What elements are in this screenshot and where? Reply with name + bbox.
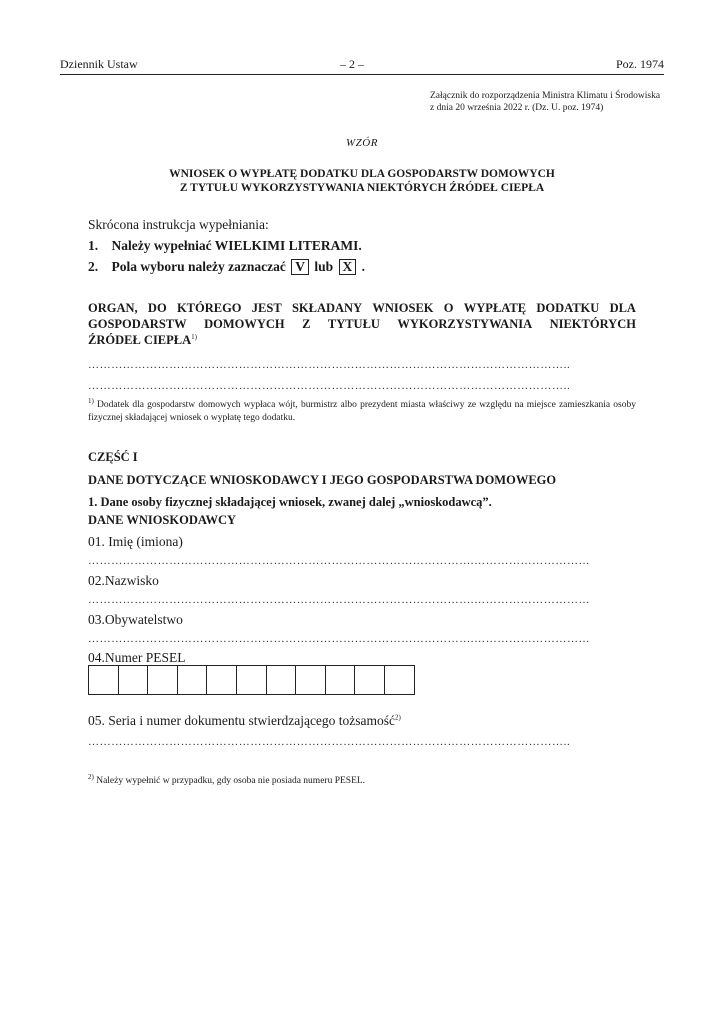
footnote-2-marker: 2) bbox=[88, 772, 94, 781]
organ-heading-line-3 bbox=[88, 332, 636, 348]
annex-line-2: z dnia 20 września 2022 r. (Dz. U. poz. 1974) bbox=[430, 103, 604, 113]
pesel-digit-cell[interactable] bbox=[119, 666, 149, 694]
pesel-digit-cell[interactable] bbox=[207, 666, 237, 694]
field-pesel-label: 04.Numer PESEL bbox=[88, 650, 186, 665]
footnote-ref-1: 1) bbox=[191, 332, 197, 341]
organ-heading-word: DLA bbox=[609, 301, 636, 315]
organ-heading-word: ORGAN, bbox=[88, 301, 138, 315]
organ-heading-word: SKŁADANY bbox=[291, 301, 363, 315]
organ-heading bbox=[88, 300, 636, 348]
template-label: WZÓR bbox=[346, 137, 378, 149]
section-1-heading: 1. Dane osoby fizycznej składającej wniosek, zwanej dalej „wnioskodawcą”. bbox=[88, 495, 492, 509]
journal-name: Dziennik Ustaw bbox=[60, 57, 138, 71]
pesel-digit-cell[interactable] bbox=[385, 666, 415, 694]
instruction-text-2: Pola wyboru należy zaznaczać bbox=[111, 259, 286, 274]
organ-heading-word: GOSPODARSTW bbox=[88, 317, 187, 331]
field-last-name-label: 02.Nazwisko bbox=[88, 573, 159, 588]
organ-heading-word: JEST bbox=[251, 301, 282, 315]
annex-line-1: Załącznik do rozporządzenia Ministra Klimatu i Środowiska bbox=[430, 91, 661, 101]
pesel-input-grid[interactable] bbox=[88, 665, 415, 695]
footnote-1 bbox=[88, 396, 636, 425]
organ-heading-word: DOMOWYCH bbox=[204, 317, 285, 331]
organ-heading-word: Z bbox=[302, 317, 311, 331]
pesel-digit-cell[interactable] bbox=[148, 666, 178, 694]
organ-heading-line-2 bbox=[88, 316, 636, 332]
footnote-ref-2: 2) bbox=[395, 713, 401, 722]
instruction-num-2: 2. bbox=[88, 259, 99, 274]
instruction-or: lub bbox=[314, 259, 334, 274]
field-id-document-label-text: 05. Seria i numer dokumentu stwierdzającego tożsamość bbox=[88, 713, 396, 728]
organ-heading-word: TYTUŁU bbox=[327, 317, 380, 331]
checkbox-x-example: X bbox=[339, 259, 357, 275]
field-id-document-label bbox=[88, 713, 401, 729]
organ-heading-line-1 bbox=[88, 300, 636, 316]
part-subheading: DANE DOTYCZĄCE WNIOSKODAWCY I JEGO GOSPODARSTWA DOMOWEGO bbox=[88, 473, 557, 487]
pesel-digit-cell[interactable] bbox=[237, 666, 267, 694]
organ-heading-word: WYKORZYSTYWANIA bbox=[397, 317, 533, 331]
instruction-text-1: Należy wypełniać WIELKIMI LITERAMI. bbox=[111, 238, 362, 253]
form-title-line-2: Z TYTUŁU WYKORZYSTYWANIA NIEKTÓRYCH ŹRÓDEŁ CIEPŁA bbox=[179, 182, 545, 194]
field-first-name-input[interactable]: ……………………………………………………………………………………….………………………… bbox=[88, 555, 591, 567]
footnote-2 bbox=[88, 772, 636, 788]
footnote-1-text: Dodatek dla gospodarstw domowych wypłaca wójt, burmistrz albo prezydent miasta właściwy ze względu na miejsce zamieszkania osoby fizycznej składającej wniosek o wypłatę tego dodatku. bbox=[88, 400, 636, 423]
field-first-name-label: 01. Imię (imiona) bbox=[88, 534, 183, 549]
organ-fill-line-1[interactable]: …………………………………………………………………………………………………………….. bbox=[88, 359, 571, 371]
form-title bbox=[60, 167, 664, 195]
instruction-item-1 bbox=[88, 238, 362, 254]
organ-heading-word: WNIOSEK bbox=[372, 301, 434, 315]
pesel-digit-cell[interactable] bbox=[89, 666, 119, 694]
field-citizenship-label: 03.Obywatelstwo bbox=[88, 612, 183, 627]
field-citizenship-input[interactable]: ……………………………………………………………………………………….………………………… bbox=[88, 633, 591, 645]
organ-heading-word: NIEKTÓRYCH bbox=[549, 317, 636, 331]
checkbox-v-example: V bbox=[291, 259, 309, 275]
organ-fill-line-2[interactable]: …………………………………………………………………………………………………………….. bbox=[88, 380, 571, 392]
footnote-1-marker: 1) bbox=[88, 396, 94, 405]
header-divider bbox=[60, 74, 664, 75]
organ-heading-line-3-text: ŹRÓDEŁ CIEPŁA bbox=[88, 333, 192, 347]
instructions-heading: Skrócona instrukcja wypełniania: bbox=[88, 217, 269, 232]
field-last-name-input[interactable]: ……………………………………………………………………………………….………………………… bbox=[88, 594, 591, 606]
pesel-digit-cell[interactable] bbox=[326, 666, 356, 694]
organ-heading-word: WYPŁATĘ bbox=[463, 301, 527, 315]
pesel-digit-cell[interactable] bbox=[178, 666, 208, 694]
instruction-item-2 bbox=[88, 259, 365, 275]
part-heading: CZĘŚĆ I bbox=[88, 450, 138, 464]
section-1-subheading: DANE WNIOSKODAWCY bbox=[88, 513, 237, 527]
position-number: Poz. 1974 bbox=[616, 57, 664, 71]
footnote-2-text: Należy wypełnić w przypadku, gdy osoba nie posiada numeru PESEL. bbox=[96, 776, 366, 786]
pesel-digit-cell[interactable] bbox=[267, 666, 297, 694]
field-id-document-input[interactable]: …………………………………………………………………………………………………………….. bbox=[88, 736, 571, 748]
organ-heading-word: DO bbox=[147, 301, 167, 315]
pesel-digit-cell[interactable] bbox=[355, 666, 385, 694]
instruction-num-1: 1. bbox=[88, 238, 99, 253]
organ-heading-word: DODATKU bbox=[536, 301, 600, 315]
form-title-line-1: WNIOSEK O WYPŁATĘ DODATKU DLA GOSPODARSTW DOMOWYCH bbox=[169, 168, 555, 180]
instruction-end: . bbox=[361, 259, 365, 274]
annex-note bbox=[430, 90, 660, 114]
organ-heading-word: KTÓREGO bbox=[176, 301, 242, 315]
page-number: – 2 – bbox=[340, 57, 364, 71]
pesel-digit-cell[interactable] bbox=[296, 666, 326, 694]
organ-heading-word: O bbox=[443, 301, 454, 315]
